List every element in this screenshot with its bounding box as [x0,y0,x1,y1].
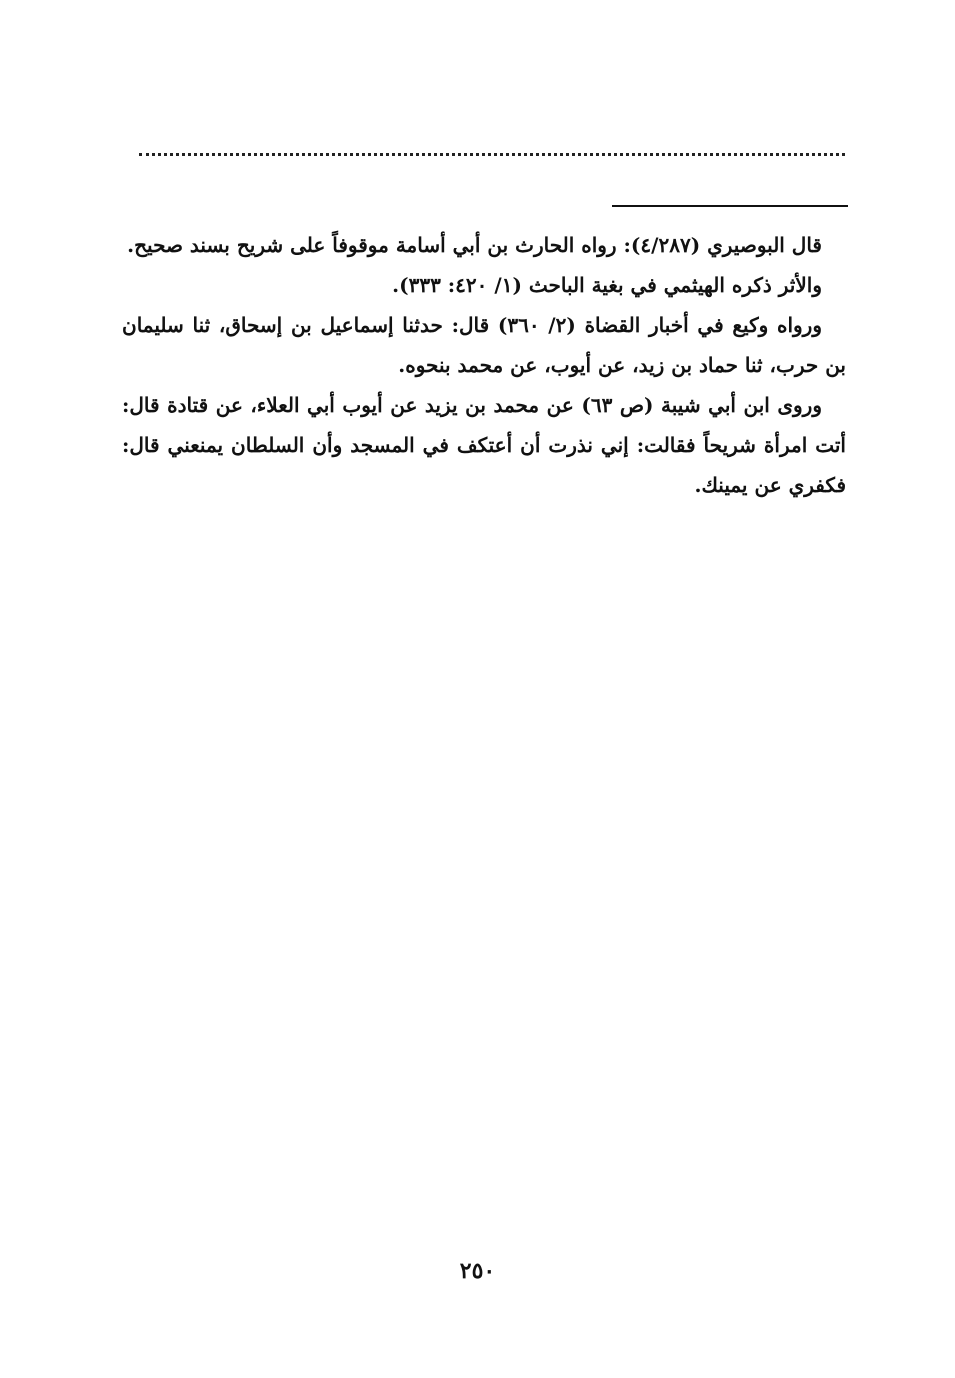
footnote-paragraph: والأثر ذكره الهيثمي في بغية الباحث (١/ ٤٢٠: ٣٣٣). [392,273,822,297]
footnote-rule [612,205,848,207]
footnote-paragraph: ورواه وكيع في أخبار القضاة (٢/ ٣٦٠) قال: حدثنا إسماعيل بن إسحاق، ثنا سليمان بن حرب، ثنا حماد بن زيد، عن أيوب، عن محمد بنحوه. [122,313,846,377]
page-number: ٢٥٠ [459,1258,496,1284]
footnote-paragraph: وروى ابن أبي شيبة (ص ٦٣) عن محمد بن يزيد عن أيوب أبي العلاء، عن قتادة قال: أتت امرأة شريحاً فقالت: إني نذرت أن أعتكف في المسجد وأن السلطان يمنعني قال: فكفري عن يمينك. [122,393,846,497]
footnote-paragraph: قال البوصيري (٤/٢٨٧): رواه الحارث بن أبي أسامة موقوفاً على شريح بسند صحيح. [127,233,822,257]
footnotes-block [122,225,846,505]
dotted-separator [139,153,845,156]
